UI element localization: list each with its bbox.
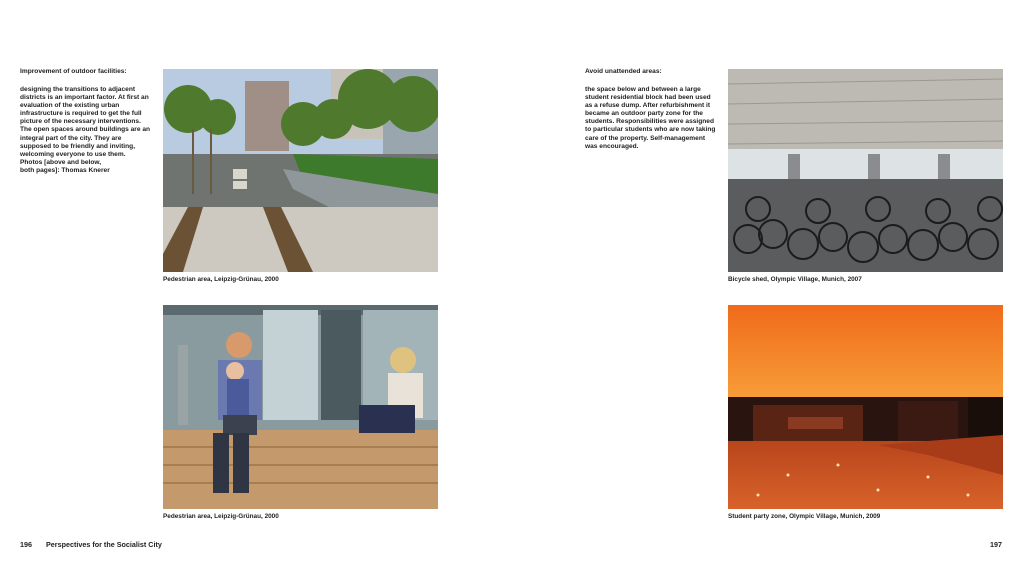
left-body-text: [20, 86, 154, 175]
running-title: Perspectives for the Socialist City: [46, 540, 162, 549]
left-section-heading: Improvement of outdoor facilities:: [20, 68, 127, 75]
right-page-number: 197: [990, 540, 1002, 549]
left-page-number: 196: [20, 540, 32, 549]
photo-pedestrian-area-bottom: [163, 305, 438, 509]
left-body-paragraph: designing the transitions to adjacent districts is an important factor. At first an evaluation of the existing urban infrastructure is required to get the full picture of the necessary interventions. The open spaces around buildings are an integral part of the city. They are supposed to be friendly and inviting, welcoming everyone to use them.: [20, 86, 151, 158]
right-body-text: the space below and between a large student residential block had been used as a refuse dump. After refurbishment it became an outdoor party zone for the students. Responsibilities were assigned to particular students who are now taking care of the property. Self-management was encouraged.: [585, 86, 716, 150]
right-section-heading: Avoid unattended areas:: [585, 68, 662, 75]
caption-bicycle-shed: Bicycle shed, Olympic Village, Munich, 2007: [728, 276, 862, 283]
photo-credit-line-2: both pages]: Thomas Knerer: [20, 166, 110, 174]
photo-credit-line-1: Photos [above and below,: [20, 158, 102, 166]
caption-pedestrian-area-bottom: Pedestrian area, Leipzig-Grünau, 2000: [163, 513, 279, 520]
caption-pedestrian-area-top: Pedestrian area, Leipzig-Grünau, 2000: [163, 276, 279, 283]
photo-student-party-zone: [728, 305, 1003, 509]
photo-bicycle-shed: [728, 69, 1003, 272]
caption-student-party-zone: Student party zone, Olympic Village, Munich, 2009: [728, 513, 881, 520]
photo-pedestrian-area-top: [163, 69, 438, 272]
